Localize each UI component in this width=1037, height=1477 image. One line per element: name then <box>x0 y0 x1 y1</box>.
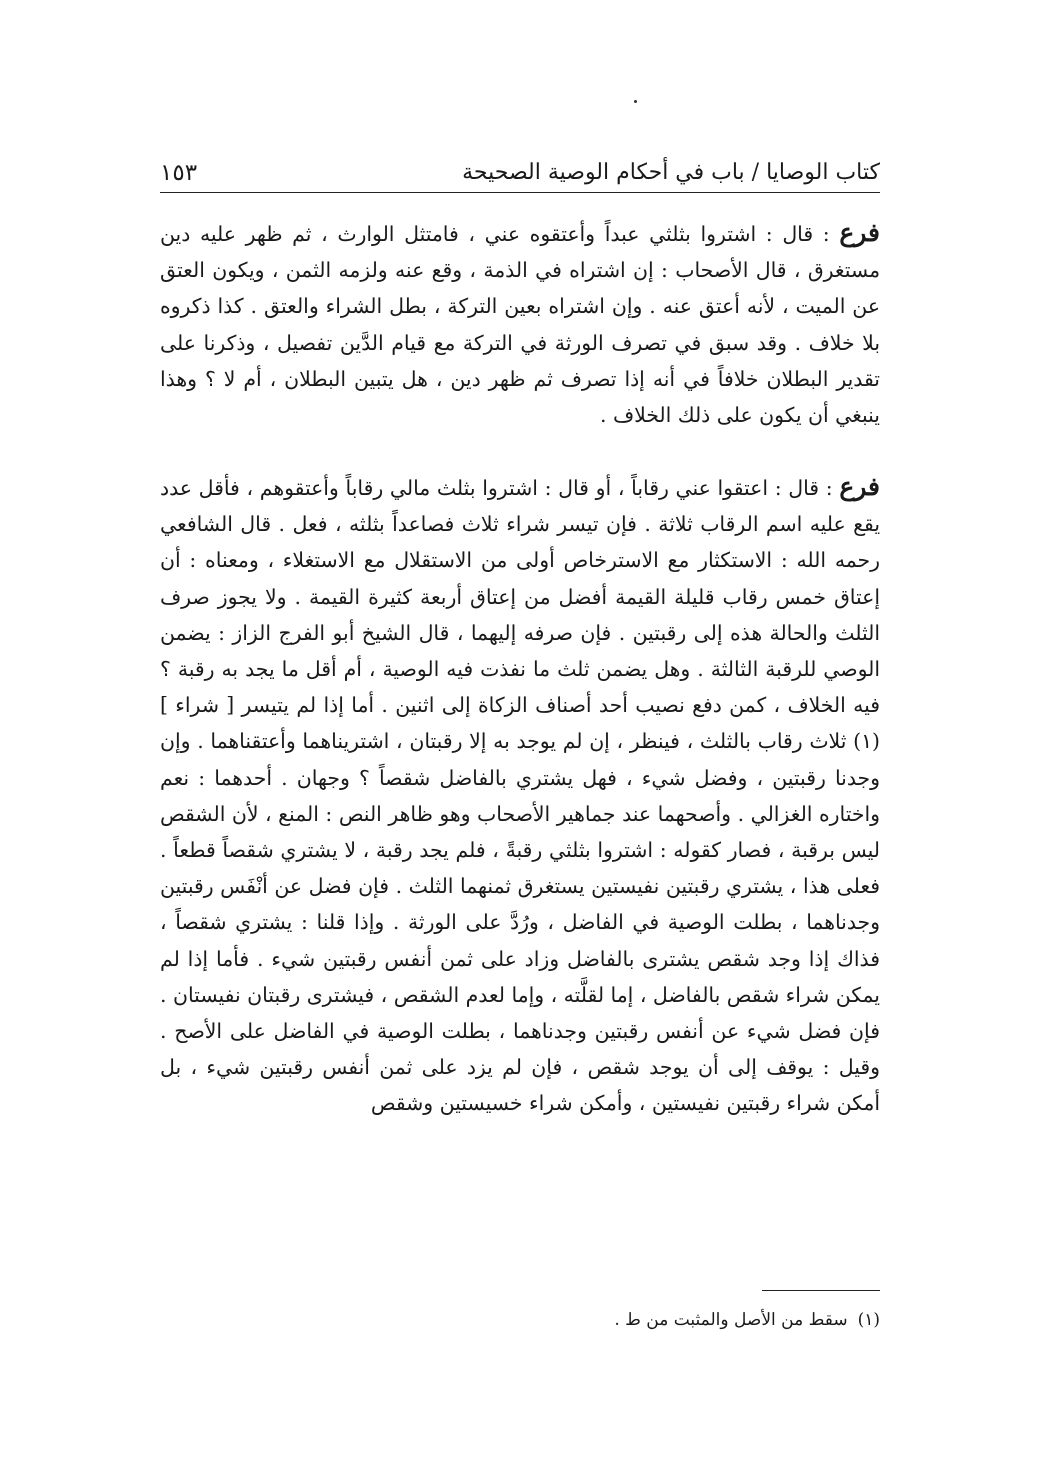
page-speck <box>634 100 637 103</box>
paragraph-2 <box>160 469 880 1122</box>
running-title: كتاب الوصايا / باب في أحكام الوصية الصحيحة <box>462 160 880 185</box>
paragraph-1-text: : قال : اشتروا بثلثي عبداً وأعتقوه عني ، فامتثل الوارث ، ثم ظهر عليه دين مستغرق ، قال الأصحاب : إن اشتراه في الذمة ، وقع عنه ولزمه الثمن ، ويكون العتق عن الميت ، لأنه أعتق عنه . وإن اشتراه بعين التركة ، بطل الشراء والعتق . كذا ذكروه بلا خلاف . وقد سبق في تصرف الورثة في التركة مع قيام الدَّين تفصيل ، وذكرنا على تقدير البطلان خلافاً في أنه إذا تصرف ثم ظهر دين ، هل يتبين البطلان ، أم لا ؟ وهذا ينبغي أن يكون على ذلك الخلاف . <box>160 222 880 428</box>
footnote <box>400 1307 880 1333</box>
footnote-rule <box>762 1290 880 1291</box>
header-rule <box>160 192 880 193</box>
paragraph-2-text: : قال : اعتقوا عني رقاباً ، أو قال : اشتروا بثلث مالي رقاباً وأعتقوهم ، فأقل عدد يقع عليه اسم الرقاب ثلاثة . فإن تيسر شراء ثلاث فصاعداً بثلثه ، فعل . قال الشافعي رحمه الله : الاستكثار مع الاسترخاص أولى من الاستقلال مع الاستغلاء ، ومعناه : أن إعتاق خمس رقاب قليلة القيمة أفضل من إعتاق أربعة كثيرة القيمة . ولا يجوز صرف الثلث والحالة هذه إلى رقبتين . فإن صرفه إليهما ، قال الشيخ أبو الفرج الزاز : يضمن الوصي للرقبة الثالثة . وهل يضمن ثلث ما نفذت فيه الوصية ، أم أقل ما يجد به رقبة ؟ فيه الخلاف ، كمن دفع نصيب أحد أصناف الزكاة إلى اثنين . أما إذا لم يتيسر [ شراء ](١) ثلاث رقاب بالثلث ، فينظر ، إن لم يوجد به إلا رقبتان ، اشتريناهما وأعتقناهما . وإن وجدنا رقبتين ، وفضل شيء ، فهل يشتري بالفاضل شقصاً ؟ وجهان . أحدهما : نعم واختاره الغزالي . وأصحهما عند جماهير الأصحاب وهو ظاهر النص : المنع ، لأن الشقص ليس برقبة ، فصار كقوله : اشتروا بثلثي رقبةً ، فلم يجد رقبة ، لا يشتري شقصاً قطعاً . فعلى هذا ، يشتري رقبتين نفيستين يستغرق ثمنهما الثلث . فإن فضل عن أنْفَس رقبتين وجدناهما ، بطلت الوصية في الفاضل ، ورُدَّ على الورثة . وإذا قلنا : يشتري شقصاً ، فذاك إذا وجد شقص يشترى بالفاضل وزاد على ثمن أنفس رقبتين شيء . فأما إذا لم يمكن شراء شقص بالفاضل ، إما لقلَّته ، وإما لعدم الشقص ، فيشترى رقبتان نفيستان . فإن فضل شيء عن أنفس رقبتين وجدناهما ، بطلت الوصية في الفاضل على الأصح . وقيل : يوقف إلى أن يوجد شقص ، فإن لم يزد على ثمن أنفس رقبتين شيء ، بل أمكن شراء رقبتين نفيستين ، وأمكن شراء خسيستين وشقص <box>160 476 880 1116</box>
footnote-text: سقط من الأصل والمثبت من ط . <box>614 1310 848 1330</box>
page-header <box>160 148 880 188</box>
paragraph-2-lead: فرع <box>839 472 880 501</box>
footnote-marker: (١) <box>857 1310 880 1330</box>
paragraph-1-lead: فرع <box>839 218 880 247</box>
page-number: ١٥٣ <box>160 160 198 186</box>
paragraph-1 <box>160 215 880 433</box>
